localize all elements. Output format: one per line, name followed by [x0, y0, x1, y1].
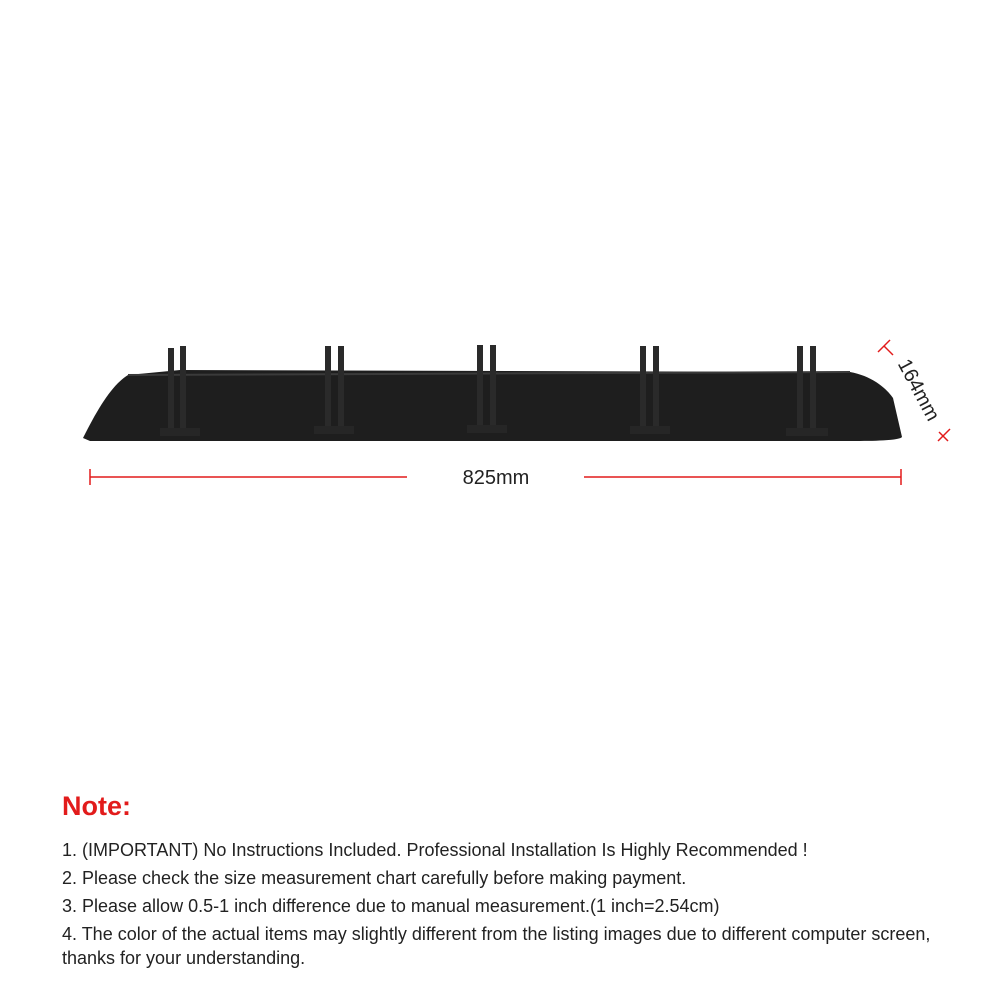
note-title: Note:	[62, 791, 131, 821]
note-section	[62, 788, 982, 970]
width-label: 825mm	[462, 467, 530, 489]
height-label: 164mm	[892, 355, 944, 425]
note-item: 2. Please check the size measurement chart carefully before making payment.	[62, 868, 687, 888]
diffuser-icon	[83, 345, 902, 441]
note-item: 4. The color of the actual items may slightly different from the listing images due to different computer screen, thanks for your understanding.	[62, 924, 931, 968]
note-item: 1. (IMPORTANT) No Instructions Included. Professional Installation Is Highly Recommended !	[62, 840, 808, 860]
note-item: 3. Please allow 0.5-1 inch difference due to manual measurement.(1 inch=2.54cm)	[62, 896, 720, 916]
